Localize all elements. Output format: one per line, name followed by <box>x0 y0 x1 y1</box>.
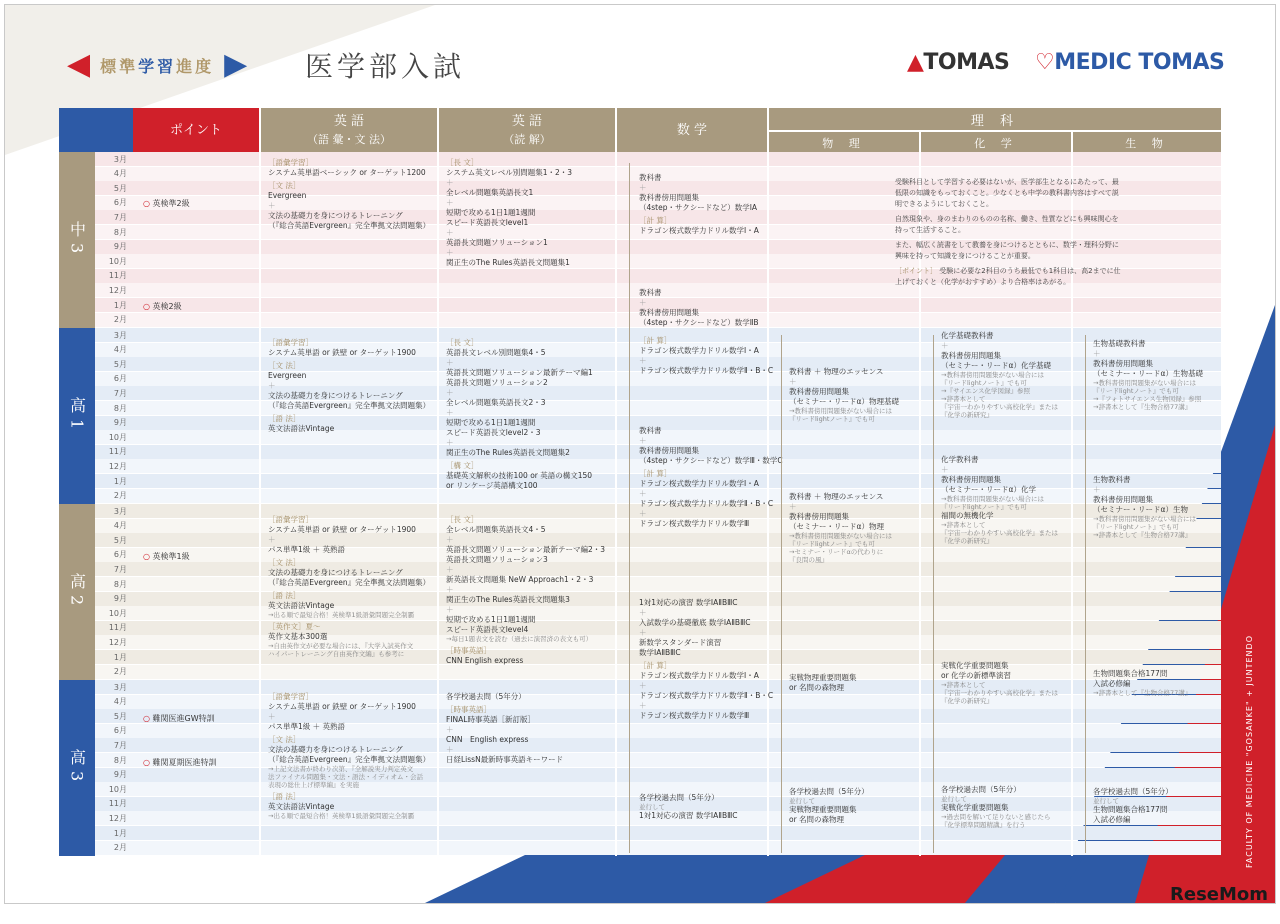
month-label: 5月 <box>95 533 133 547</box>
side-caption: FACULTY OF MEDICINE "GOSANKE" + JUNTENDO <box>1245 635 1254 868</box>
month-label: 7月 <box>95 738 133 752</box>
math-ko2: 1対1対応の演習 数学ⅠAⅡBⅢC ＋ 入試数学の基礎徹底 数学ⅠAⅡBⅢC ＋ 新数学スタンダード演習 数学ⅠAⅡBⅢC ［計 算］ ドラゴン桜式数学力ドリル数学Ⅰ・A ＋ ドラゴン桜式数学力ドリル数学Ⅱ・B・C ＋ ドラゴン桜式数学力ドリル数学Ⅲ <box>639 598 774 720</box>
page-title: 医学部入試 <box>305 50 466 83</box>
header-math: 数 学 <box>617 108 767 154</box>
month-label: 5月 <box>95 709 133 723</box>
header-chemistry: 化 学 <box>921 132 1071 154</box>
watermark-logo: ReseMom <box>1170 884 1269 905</box>
physics-ko1: 教科書 ＋ 物理のエッセンス ＋ 教科書傍用問題集 （セミナー・リードα）物理基礎 →教科書傍用問題集がない場合には 『リードlightノート』でも可 <box>789 367 899 423</box>
month-label: 6月 <box>95 372 133 386</box>
header-science: 理 科 <box>769 108 1221 130</box>
eng-read-ko3: 各学校過去問（5年分） ［時事英語］ FINAL時事英語［新訂版］ ＋ CNN English express ＋ 日経LissN最新時事英語キーワード <box>446 692 564 764</box>
month-label: 1月 <box>95 650 133 664</box>
math-chu3-late: 教科書 ＋ 教科書傍用問題集 （4step・サクシードなど）数学ⅡB <box>639 288 759 327</box>
math-ko3: 各学校過去問（5年分） 並行して 1対1対応の演習 数学ⅠAⅡBⅢC <box>639 793 738 820</box>
column-divider <box>615 152 617 856</box>
biology-timeline <box>1085 335 1086 853</box>
eng-vocab-chu3: ［語彙学習］ システム英単語ベーシック or ターゲット1200 ［文 法］ Evergreen ＋ 文法の基礎力を身につけるトレーニング （『総合英語Evergreen』完全準拠文法問題集） <box>268 158 431 230</box>
month-label: 7月 <box>95 562 133 576</box>
chemistry-ko2-late: 実戦化学重要問題集 or 化学の新標準演習 →辞書本として 『宇宙一わかりやすい高校化学』または 『化学の新研究』 <box>941 661 1058 705</box>
right-bracket-mark: ▶ <box>224 47 248 82</box>
month-label: 12月 <box>95 635 133 649</box>
physics-ko2-late: 実戦物理重要問題集 or 名問の森物理 <box>789 673 857 692</box>
month-label: 1月 <box>95 826 133 840</box>
header-eng-vocab: 英 語 （語 彙・文 法） <box>261 108 437 154</box>
month-label: 7月 <box>95 210 133 224</box>
month-label: 8月 <box>95 401 133 415</box>
month-label: 9月 <box>95 592 133 606</box>
math-chu3: 教科書 ＋ 教科書傍用問題集 （4step・サクシードなど）数学ⅠA ［計 算］ ドラゴン桜式数学力ドリル数学Ⅰ・A <box>639 173 759 235</box>
month-label: 12月 <box>95 459 133 473</box>
left-bracket-mark: ◀ <box>67 47 91 82</box>
chemistry-ko3: 各学校過去問（5年分） 並行して 実戦化学重要問題集 →過去問を解いて足りないと感じたら 『化学標準問題精講』を行う <box>941 785 1051 829</box>
point-chu3-b: ○ 英検2級 <box>143 302 182 311</box>
month-label: 12月 <box>95 811 133 825</box>
month-label: 2月 <box>95 841 133 855</box>
month-label: 4月 <box>95 343 133 357</box>
month-label: 6月 <box>95 548 133 562</box>
tomas-logo: ▲TOMAS <box>907 50 1010 75</box>
month-label: 9月 <box>95 240 133 254</box>
eng-read-chu3: ［長 文］ システム英文レベル別問題集1・2・3 ＋ 全レベル問題集英語長文1 ＋ 短期で攻める1日1題1週間 スピード英語長文level1 ＋ 英語長文問題ソリューション1 ＋ 関正生のThe Rules英語長文問題集1 <box>446 158 573 267</box>
grade-ko1: 高1 <box>59 328 95 504</box>
month-label: 2月 <box>95 665 133 679</box>
month-label: 5月 <box>95 181 133 195</box>
month-label: 8月 <box>95 225 133 239</box>
biology-ko1: 生物基礎教科書 ＋ 教科書傍用問題集 （セミナー・リードα）生物基礎 →教科書傍用問題集がない場合には 『リードlightノート』でも可 →『フォトサイエンス生物図録』参照 →辞書本として『生物合格77講』 <box>1093 339 1203 411</box>
biology-ko2: 生物教科書 ＋ 教科書傍用問題集 （セミナー・リードα）生物 →教科書傍用問題集がない場合には 『リードlightノート』でも可 →辞書本として『生物合格77講』 <box>1093 475 1196 539</box>
month-label: 3月 <box>95 328 133 342</box>
month-stripe <box>133 826 1221 840</box>
month-label: 5月 <box>95 357 133 371</box>
math-timeline <box>629 163 630 853</box>
grade-chu3: 中3 <box>59 152 95 328</box>
physics-timeline <box>781 335 782 853</box>
month-label: 4月 <box>95 695 133 709</box>
month-label: 9月 <box>95 416 133 430</box>
month-label: 4月 <box>95 519 133 533</box>
header-point: ポイント <box>133 108 259 154</box>
month-label: 6月 <box>95 724 133 738</box>
eng-read-ko2: ［長 文］ 全レベル問題集英語長文4・5 ＋ 英語長文問題ソリューション最新テーマ編2・3 英語長文問題ソリューション3 ＋ 新英語長文問題集 NeW Approach1・2・3 ＋ 関正生のThe Rules英語長文問題集3 ＋ 短期で攻める1日1題1週間 スピード英語長文level4 →毎日1題表文を読む（過去に演習済の表文も可） ［時事英語］ CNN English express <box>446 515 606 665</box>
month-label: 1月 <box>95 298 133 312</box>
point-ko3-b: ○ 難関夏期医進特訓 <box>143 758 217 767</box>
header-physics: 物 理 <box>769 132 919 154</box>
science-description: 受験科目として学習する必要はないが、医学部生となるにあたって、最低限の知識をもっておくこと。少なくとも中学の教科書内容はすべて説明できるようにしておくこと。 自然現象や、身のまわりのものの名称、働き、性質などにも興味関心を持って生活すること。 また、幅広く読書をして教養を身につけるとともに、数学・理科分野に興味を持って知識を身につけることが重要。 ［ポイント］ 受験に必要な2科目のうち最低でも1科目は、高2までに仕上げておくと（化学がおすすめ）より合格率はあがる。 <box>895 178 1121 286</box>
point-ko2-a: ○ 英検準1級 <box>143 552 190 561</box>
month-label: 1月 <box>95 474 133 488</box>
chemistry-ko2: 化学教科書 ＋ 教科書傍用問題集 （セミナー・リードα）化学 →教科書傍用問題集がない場合には 『リードlightノート』でも可 福間の無機化学 →辞書本として 『宇宙一わかりやすい高校化学』または 『化学の新研究』 <box>941 455 1058 545</box>
month-label: 2月 <box>95 313 133 327</box>
point-ko3-a: ○ 難関医進GW特訓 <box>143 714 215 723</box>
chemistry-ko1: 化学基礎教科書 ＋ 教科書傍用問題集 （セミナー・リードα）化学基礎 →教科書傍用問題集がない場合には 『リードlightノート』でも可 →『サイエンス化学図録』参照 →辞書本として 『宇宙一わかりやすい高校化学』または 『化学の新研究』 <box>941 331 1058 419</box>
column-divider <box>259 152 261 856</box>
month-label: 10月 <box>95 782 133 796</box>
corner-cell <box>59 108 133 154</box>
month-label: 3月 <box>95 152 133 166</box>
month-label: 9月 <box>95 768 133 782</box>
math-ko1-late: 教科書 ＋ 教科書傍用問題集 （4step・サクシードなど）数学Ⅲ・数学C ［計 算］ ドラゴン桜式数学力ドリル数学Ⅰ・A ＋ ドラゴン桜式数学力ドリル数学Ⅱ・B・C ＋ ドラゴン桜式数学力ドリル数学Ⅲ <box>639 426 783 528</box>
month-label: 2月 <box>95 489 133 503</box>
grade-ko2: 高2 <box>59 504 95 680</box>
month-label: 3月 <box>95 504 133 518</box>
eng-vocab-ko1: ［語彙学習］ システム英単語 or 鉄壁 or ターゲット1900 ［文 法］ Evergreen ＋ 文法の基礎力を身につけるトレーニング （『総合英語Evergreen』完全準拠文法問題集） ［語 法］ 英文法語法Vintage <box>268 338 431 433</box>
month-label: 12月 <box>95 283 133 297</box>
physics-ko3: 各学校過去問（5年分） 並行して 実戦物理重要問題集 or 名問の森物理 <box>789 787 869 824</box>
grade-ko3: 高3 <box>59 680 95 856</box>
month-label: 4月 <box>95 167 133 181</box>
biology-ko3: 各学校過去問（5年分） 並行して 生物問題集合格177問 入試必修編 <box>1093 787 1173 824</box>
page-frame <box>4 4 1276 904</box>
eng-vocab-ko2: ［語彙学習］ システム英単語 or 鉄壁 or ターゲット1900 ＋ パス単準1級 ＋ 英熟語 ［文 法］ 文法の基礎力を身につけるトレーニング （『総合英語Evergreen』完全準拠文法問題集） ［語 法］ 英文法語法Vintage →出る順で最短合格！英検準1級語彙問題完全制覇 ［英作文］夏〜 英作文基本300選 →自由英作文が必要な場合には、『大学入試英作文 ハイパートレーニング自由英作文編』も参考に <box>268 515 431 658</box>
column-divider <box>437 152 439 856</box>
month-label: 10月 <box>95 606 133 620</box>
month-label: 8月 <box>95 577 133 591</box>
point-chu3-a: ○ 英検準2級 <box>143 199 190 208</box>
eng-read-ko1: ［長 文］ 英語長文レベル別問題集4・5 ＋ 英語長文問題ソリューション最新テーマ編1 英語長文問題ソリューション2 ＋ 全レベル問題集英語長文2・3 ＋ 短期で攻める1日1題1週間 スピード英語長文level2・3 ＋ 関正生のThe Rules英語長文問題集2 ［構 文］ 基礎英文解釈の技術100 or 英語の構文150 or リンケージ英語構文100 <box>446 338 593 490</box>
month-stripe <box>133 841 1221 855</box>
header-biology: 生 物 <box>1073 132 1221 154</box>
month-label: 10月 <box>95 254 133 268</box>
month-label: 11月 <box>95 445 133 459</box>
month-label: 8月 <box>95 753 133 767</box>
standard-progress-text: 標準学習進度 <box>100 56 215 76</box>
month-label: 11月 <box>95 269 133 283</box>
medic-tomas-logo: ♡MEDIC TOMAS <box>1035 50 1225 75</box>
physics-ko2: 教科書 ＋ 物理のエッセンス ＋ 教科書傍用問題集 （セミナー・リードα）物理 →教科書傍用問題集がない場合には 『リードlightノート』でも可 →セミナー・リードαの代わりに 『良問の風』 <box>789 492 892 564</box>
month-label: 11月 <box>95 621 133 635</box>
month-label: 11月 <box>95 797 133 811</box>
month-label: 3月 <box>95 680 133 694</box>
chemistry-timeline <box>933 335 934 853</box>
eng-vocab-ko3: ［語彙学習］ システム英単語 or 鉄壁 or ターゲット1900 ＋ パス単準1級 ＋ 英熟語 ［文 法］ 文法の基礎力を身につけるトレーニング （『総合英語Evergreen』完全準拠文法問題集） →上記文法書が終わり次第、『全解説実力判定英文 法ファイナル問題集・文法・語法・イディオム・会話 表現の総仕上げ標準編』を実施 ［語 法］ 英文法語法Vintage →出る順で最短合格！英検準1級語彙問題完全制覇 <box>268 692 431 820</box>
header-standard-label <box>67 45 247 85</box>
month-label: 10月 <box>95 430 133 444</box>
math-ko1: ［計 算］ ドラゴン桜式数学力ドリル数学Ⅰ・A ＋ ドラゴン桜式数学力ドリル数学Ⅱ・B・C <box>639 336 774 375</box>
biology-ko2-late: 生物問題集合格177問 入試必修編 →辞書本として『生物合格77講』 <box>1093 669 1192 697</box>
month-label: 7月 <box>95 386 133 400</box>
header-eng-read: 英 語 （読 解） <box>439 108 615 154</box>
month-label: 6月 <box>95 196 133 210</box>
